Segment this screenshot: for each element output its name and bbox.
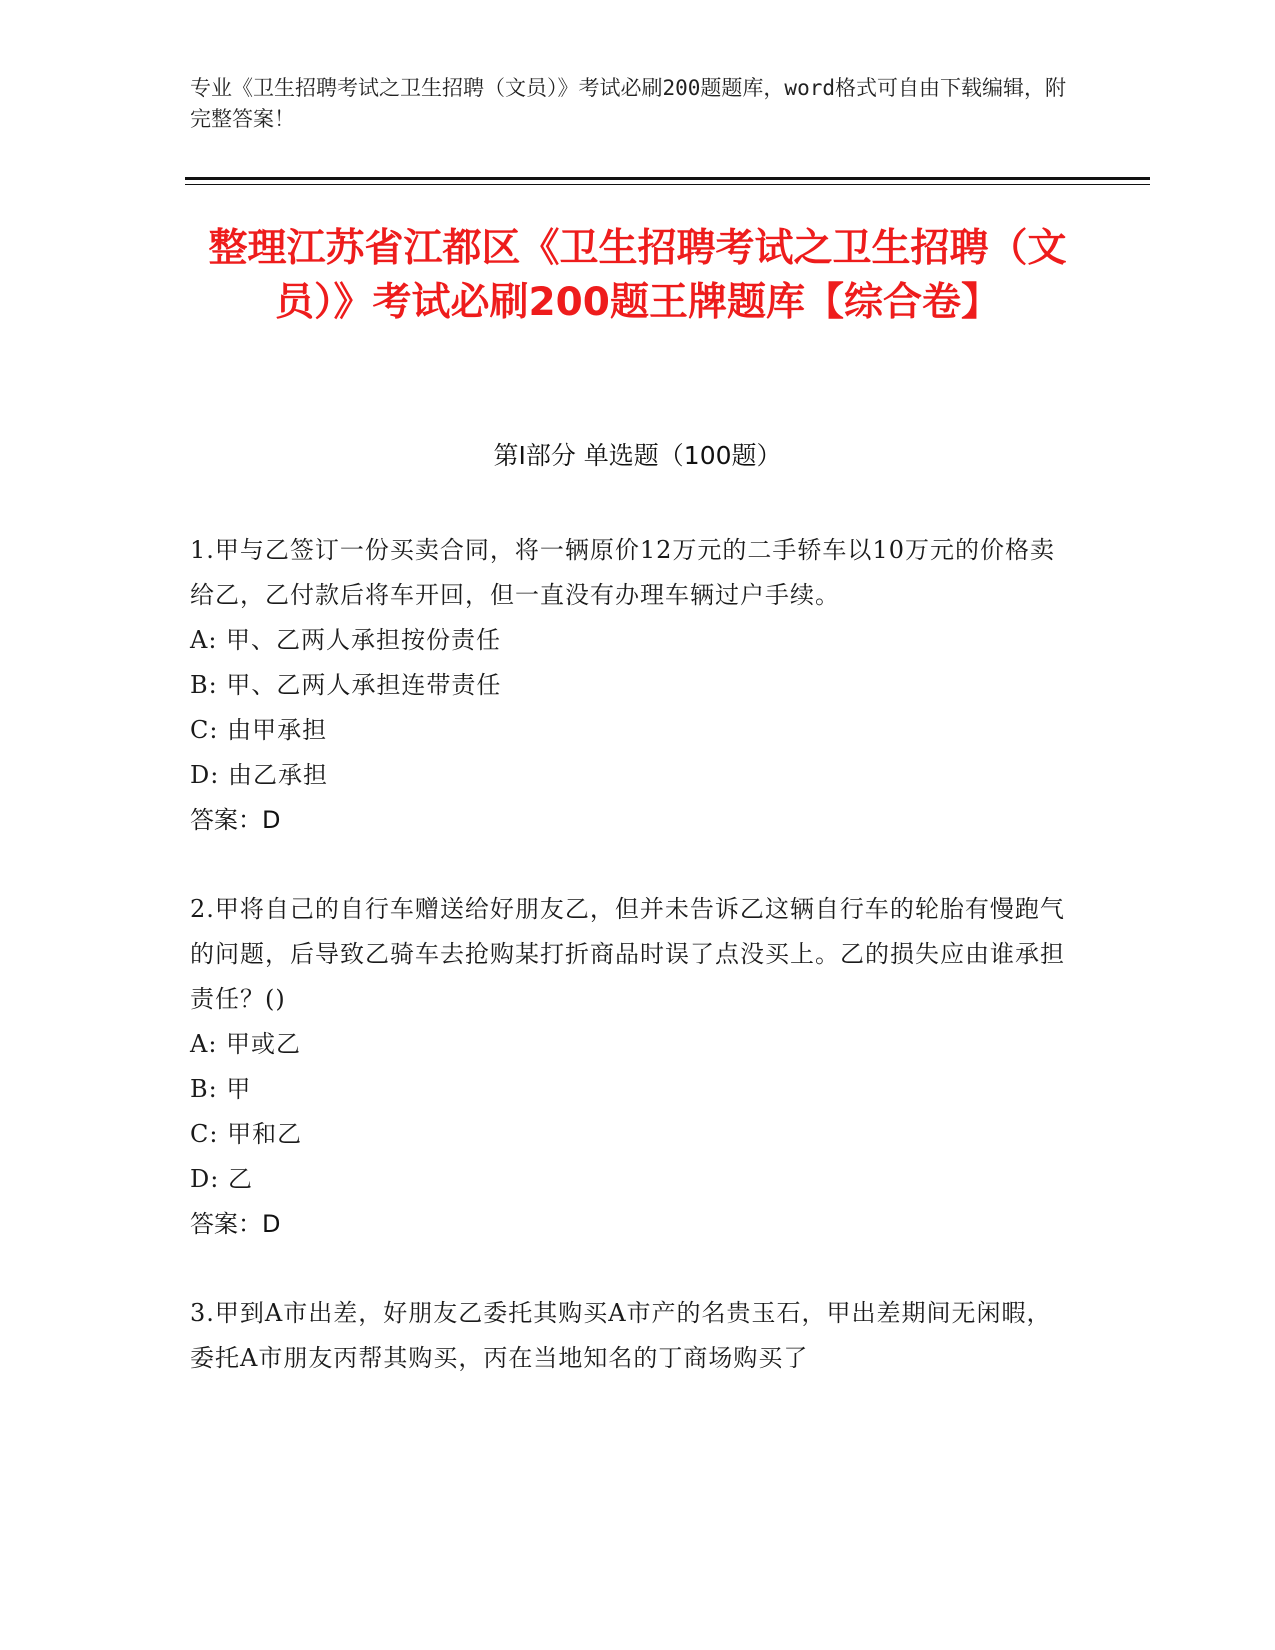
header-note: 专业《卫生招聘考试之卫生招聘（文员）》考试必刷200题题库，word格式可自由下载编辑，附完整答案！: [190, 76, 1066, 131]
question-option-a: A: 甲、乙两人承担按份责任: [190, 626, 502, 654]
question-option-b: B: 甲、乙两人承担连带责任: [190, 671, 502, 699]
question-stem: 1.甲与乙签订一份买卖合同，将一辆原价12万元的二手轿车以10万元的价格卖给乙，乙付款后将车开回，但一直没有办理车辆过户手续。: [190, 536, 1055, 609]
question-list: [190, 528, 1070, 1425]
question-option-d: D: 乙: [190, 1165, 253, 1193]
header-divider-thick: [185, 177, 1150, 180]
question-stem: 2.甲将自己的自行车赠送给好朋友乙，但并未告诉乙这辆自行车的轮胎有慢跑气的问题，后导致乙骑车去抢购某打折商品时误了点没买上。乙的损失应由谁承担责任？(): [190, 895, 1065, 1013]
question-option-b: B: 甲: [190, 1075, 252, 1103]
question-stem: 3.甲到A市出差，好朋友乙委托其购买A市产的名贵玉石，甲出差期间无闲暇，委托A市朋友丙帮其购买，丙在当地知名的丁商场购买了: [190, 1299, 1052, 1372]
question-option-d: D: 由乙承担: [190, 761, 328, 789]
question-3: [190, 1291, 1070, 1381]
question-answer: 答案：D: [190, 1210, 281, 1238]
question-answer: 答案：D: [190, 806, 281, 834]
question-option-a: A: 甲或乙: [190, 1030, 302, 1058]
question-1: [190, 528, 1070, 843]
question-option-c: C: 由甲承担: [190, 716, 328, 744]
document-title: 整理江苏省江都区《卫生招聘考试之卫生招聘（文员）》考试必刷200题王牌题库【综合卷】: [208, 226, 1067, 325]
section-title: 第I部分 单选题（100题）: [493, 441, 782, 470]
header-divider-thin: [185, 184, 1150, 185]
question-option-c: C: 甲和乙: [190, 1120, 303, 1148]
question-2: [190, 887, 1070, 1247]
